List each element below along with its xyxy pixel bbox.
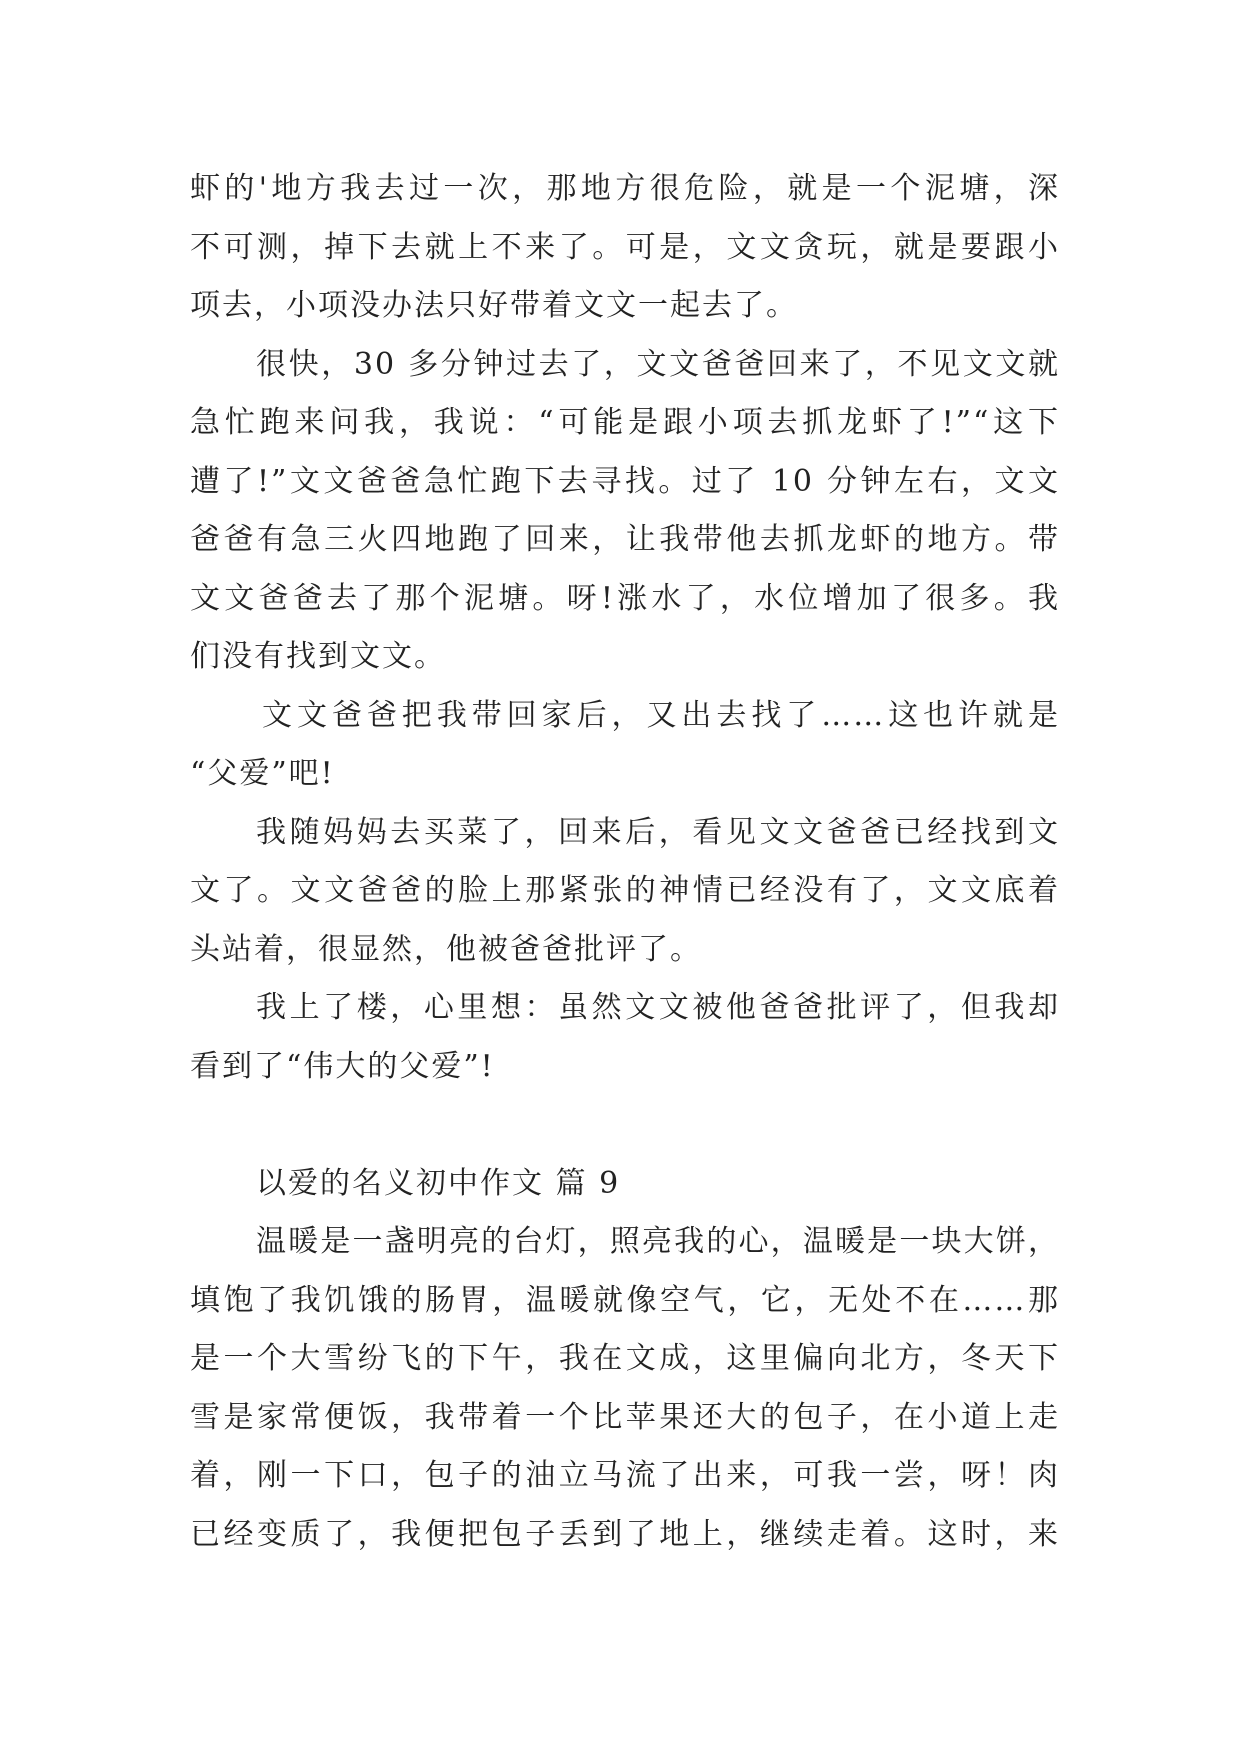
text-line: 已经变质了，我便把包子丢到了地上，继续走着。这时，来	[190, 1516, 1060, 1552]
paragraph-gap	[190, 1096, 1060, 1155]
text-line: 们没有找到文文。	[190, 639, 446, 674]
text-line: 项去，小项没办法只好带着文文一起去了。	[190, 288, 798, 323]
text-line: 急忙跑来问我，我说：“可能是跟小项去抓龙虾了!”“这下	[190, 405, 1060, 440]
text-line: 填饱了我饥饿的肠胃，温暖就像空气，它，无处不在……那	[190, 1282, 1060, 1318]
text-line: 我上了楼，心里想：虽然文文被他爸爸批评了，但我却	[256, 990, 1060, 1025]
text-line: 爸爸有急三火四地跑了回来，让我带他去抓龙虾的地方。带	[190, 522, 1060, 557]
text-line: 不可测，掉下去就上不来了。可是，文文贪玩，就是要跟小	[190, 229, 1060, 265]
document-body	[190, 160, 1060, 1564]
text-line: 虾的'地方我去过一次，那地方很危险，就是一个泥塘，深	[190, 171, 1060, 206]
text-line: 着，刚一下口，包子的油立马流了出来，可我一尝，呀！肉	[190, 1458, 1060, 1493]
text-line: 文了。文文爸爸的脸上那紧张的神情已经没有了，文文底着	[190, 873, 1060, 908]
text-line: 很快，30 多分钟过去了，文文爸爸回来了，不见文文就	[256, 346, 1060, 382]
section-heading: 以爱的名义初中作文 篇 9	[256, 1165, 621, 1201]
text-line: 文文爸爸去了那个泥塘。呀!涨水了，水位增加了很多。我	[190, 580, 1060, 616]
text-line: 雪是家常便饭，我带着一个比苹果还大的包子，在小道上走	[190, 1399, 1060, 1435]
text-line: “父爱”吧!	[190, 756, 335, 791]
text-line: 头站着，很显然，他被爸爸批评了。	[190, 931, 702, 967]
text-line: 文文爸爸把我带回家后，又出去找了……这也许就是	[262, 697, 1060, 733]
text-line: 是一个大雪纷飞的下午，我在文成，这里偏向北方，冬天下	[190, 1341, 1060, 1376]
text-line: 我随妈妈去买菜了，回来后，看见文文爸爸已经找到文	[256, 814, 1060, 850]
text-line: 看到了“伟大的父爱”!	[190, 1048, 495, 1084]
text-line: 遭了!”文文爸爸急忙跑下去寻找。过了 10 分钟左右，文文	[190, 463, 1060, 499]
text-line: 温暖是一盏明亮的台灯，照亮我的心，温暖是一块大饼，	[256, 1224, 1060, 1259]
